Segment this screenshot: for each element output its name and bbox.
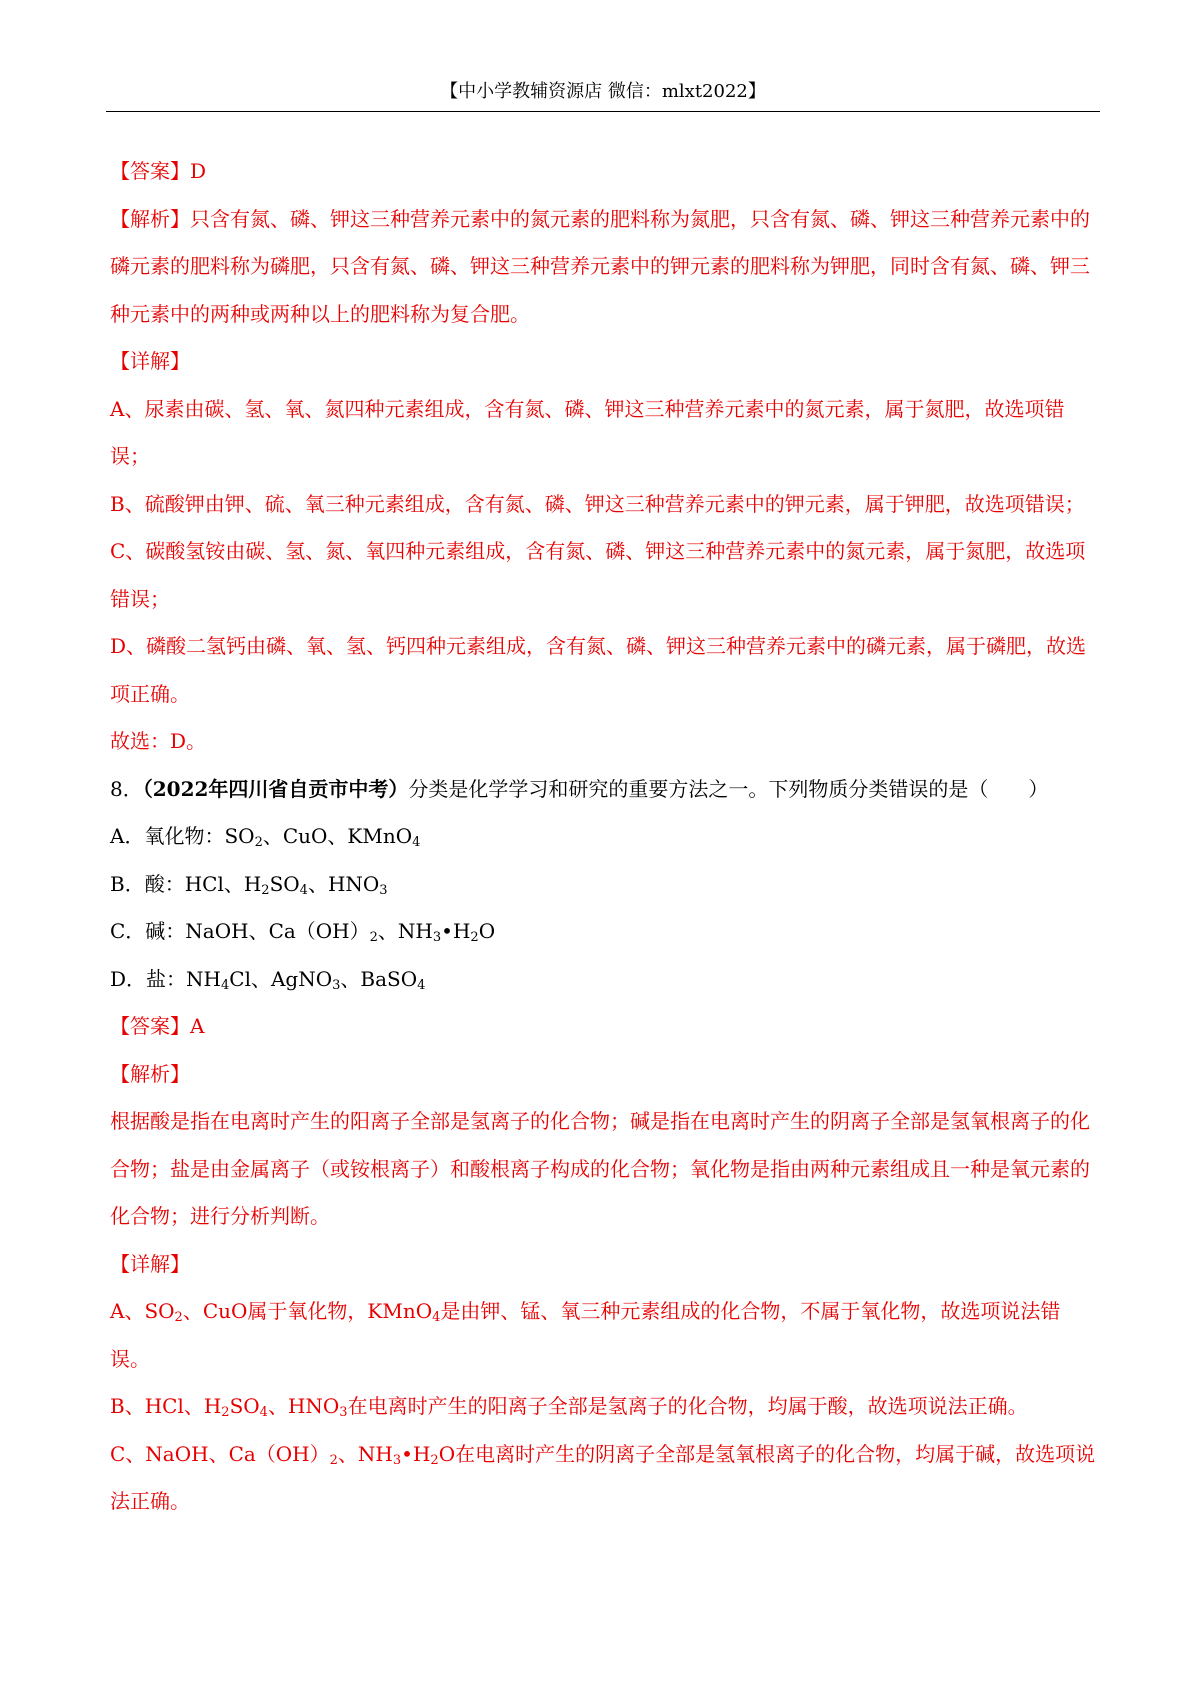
analysis-text-8: 根据酸是指在电离时产生的阳离子全部是氢离子的化合物；碱是指在电离时产生的阴离子全部是氢氧根离子的化合物；盐是由金属离子（或铵根离子）和酸根离子构成的化合物；氧化物是指由两种元素组成且一种是氧元素的化合物；进行分析判断。 bbox=[110, 1109, 1090, 1228]
subscript: 2 bbox=[174, 1310, 183, 1325]
detail-text: 在电离时产生的阳离子全部是氢离子的化合物，均属于酸，故选项说法正确。 bbox=[347, 1394, 1028, 1418]
subscript: 4 bbox=[220, 977, 230, 993]
option-b bbox=[110, 861, 1100, 909]
answer-line: 【答案】D bbox=[110, 159, 207, 183]
subscript: 2 bbox=[221, 1405, 230, 1420]
option-b-text: SO bbox=[269, 871, 300, 896]
question-text: 分类是化学学习和研究的重要方法之一。下列物质分类错误的是（ ） bbox=[408, 776, 1049, 801]
subscript: 2 bbox=[470, 930, 479, 945]
answer-line-8: 【答案】A bbox=[110, 1014, 205, 1038]
choice-line: 故选：D。 bbox=[110, 729, 207, 753]
option-c-text: 、NH bbox=[377, 919, 433, 943]
option-d-text: Cl、AgNO bbox=[229, 966, 333, 991]
analysis-label: 【解析】 bbox=[110, 206, 190, 231]
option-a-text: 、CuO、KMnO bbox=[262, 824, 413, 848]
subscript: 4 bbox=[432, 1310, 441, 1325]
detail-text: 、CuO属于氧化物，KMnO bbox=[182, 1299, 433, 1323]
detail-text: C、NaOH、Ca（OH） bbox=[110, 1441, 330, 1466]
subscript: 3 bbox=[392, 1452, 402, 1468]
analysis-text: 只含有氮、磷、钾这三种营养元素中的氮元素的肥料称为氮肥，只含有氮、磷、钾这三种营养元素中的磷元素的肥料称为磷肥，只含有氮、磷、钾这三种营养元素中的钾元素的肥料称为钾肥，同时含有氮、磷、钾三种元素中的两种或两种以上的肥料称为复合肥。 bbox=[110, 206, 1090, 326]
subscript: 2 bbox=[329, 1452, 338, 1468]
detail-option-d: D、磷酸二氢钙由磷、氧、氢、钙四种元素组成，含有氮、磷、钾这三种营养元素中的磷元素，属于磷肥，故选项正确。 bbox=[110, 634, 1087, 706]
subscript: 3 bbox=[332, 977, 341, 993]
option-c bbox=[110, 908, 1100, 956]
option-c-label: C．碱：NaOH、Ca（OH） bbox=[110, 919, 370, 943]
analysis-paragraph bbox=[110, 196, 1100, 339]
subscript: 2 bbox=[261, 882, 270, 898]
detail-text: 、NH bbox=[337, 1441, 393, 1466]
subscript: 3 bbox=[379, 882, 388, 898]
page-header: 【中小学教辅资源店 微信：mlxt2022】 bbox=[440, 81, 766, 102]
subscript: 4 bbox=[412, 835, 421, 850]
analysis-label-8: 【解析】 bbox=[110, 1061, 190, 1086]
subscript: 3 bbox=[339, 1405, 348, 1420]
subscript: 3 bbox=[432, 930, 442, 945]
subscript: 2 bbox=[369, 930, 378, 945]
option-b-label: B．酸：HCl、H bbox=[110, 871, 262, 896]
detail-text: SO bbox=[229, 1394, 260, 1418]
option-b-text: 、HNO bbox=[307, 871, 380, 896]
option-c-text: •H bbox=[441, 919, 471, 943]
option-a-text: SO bbox=[224, 824, 255, 848]
detail-text: A、SO bbox=[110, 1299, 175, 1323]
subscript: 4 bbox=[259, 1405, 268, 1420]
option-d bbox=[110, 956, 1100, 1004]
option-c-text: O bbox=[478, 919, 496, 943]
detail-label-8: 【详解】 bbox=[110, 1251, 190, 1276]
header-rule bbox=[106, 111, 1100, 112]
question-number: 8． bbox=[110, 776, 143, 801]
question-source: （2022年四川省自贡市中考） bbox=[142, 776, 409, 801]
option-d-text: 、BaSO bbox=[340, 966, 418, 991]
subscript: 2 bbox=[254, 835, 263, 850]
detail-text: O在电离时产生的阴离子全部是氢氧根离子的化合物，均属于碱，故选项说法正确。 bbox=[110, 1441, 1096, 1513]
subscript: 4 bbox=[299, 882, 308, 898]
detail-option-c: C、碳酸氢铵由碳、氢、氮、氧四种元素组成，含有氮、磷、钾这三种营养元素中的氮元素，属于氮肥，故选项错误； bbox=[110, 539, 1086, 611]
detail-text: 是由钾、锰、氧三种元素组成的化合物，不属于氧化物，故选项说法错误。 bbox=[110, 1299, 1061, 1371]
detail-text: 、HNO bbox=[267, 1394, 340, 1418]
subscript: 2 bbox=[430, 1452, 439, 1468]
subscript: 4 bbox=[417, 977, 426, 993]
option-a-label: A．氧化物： bbox=[110, 824, 225, 848]
detail-option-a: A、尿素由碳、氢、氧、氮四种元素组成，含有氮、磷、钾这三种营养元素中的氮元素，属于氮肥，故选项错误； bbox=[110, 396, 1065, 468]
detail-label: 【详解】 bbox=[110, 349, 190, 373]
question-8-stem bbox=[110, 766, 1100, 814]
option-d-label: D．盐：NH bbox=[110, 966, 221, 991]
detail-option-b: B、硫酸钾由钾、硫、氧三种元素组成，含有氮、磷、钾这三种营养元素中的钾元素，属于钾肥，故选项错误； bbox=[110, 491, 1085, 516]
detail-8-option-c bbox=[110, 1431, 1100, 1526]
detail-text: •H bbox=[401, 1441, 431, 1466]
document-body bbox=[110, 148, 1100, 1526]
detail-8-option-a bbox=[110, 1288, 1100, 1383]
option-a bbox=[110, 813, 1100, 861]
detail-8-option-b bbox=[110, 1383, 1100, 1431]
detail-text: B、HCl、H bbox=[110, 1394, 222, 1418]
